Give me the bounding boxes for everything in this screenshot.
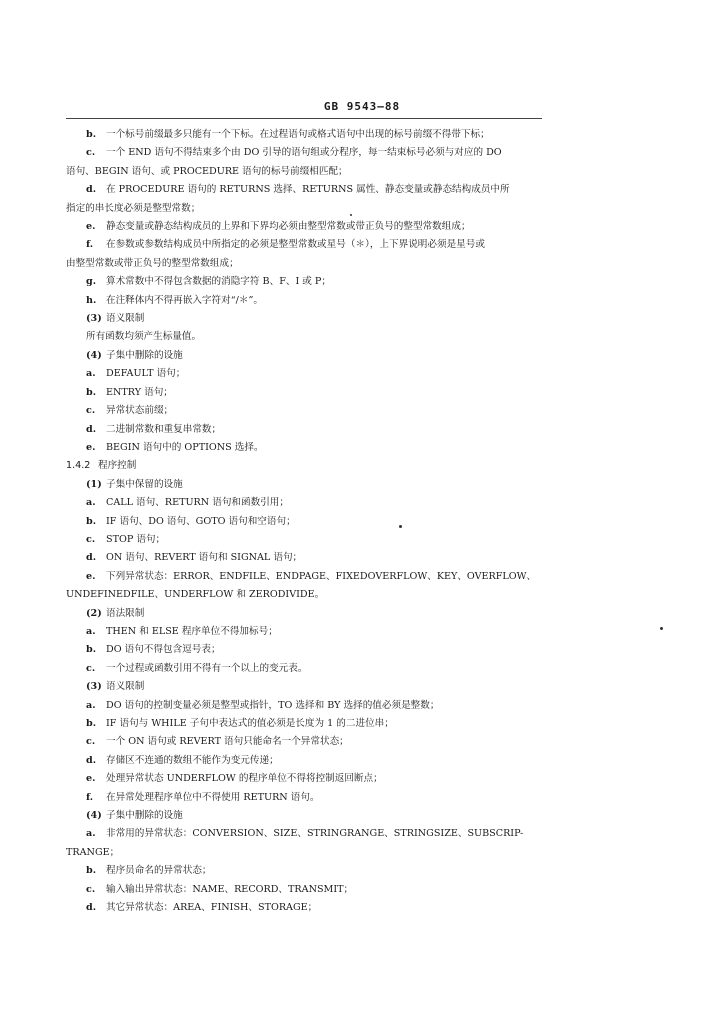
- item-marker: h.: [86, 294, 97, 306]
- list-item: [66, 292, 544, 310]
- item-text: 所有函数均须产生标量值。: [86, 331, 202, 343]
- list-item: [66, 605, 544, 623]
- item-marker: c.: [86, 736, 96, 748]
- item-marker: b.: [86, 718, 97, 729]
- list-item: [66, 641, 544, 659]
- list-item: [66, 568, 544, 586]
- list-item: [66, 807, 544, 825]
- item-text: 语法限制: [106, 607, 145, 619]
- item-text: 一个 END 语句不得结束多个由 DO 引导的语句组或分程序，每一结束标号必须与对应的 DO: [106, 147, 502, 159]
- item-text: TRANGE；: [66, 846, 120, 858]
- item-marker: d.: [86, 423, 97, 435]
- scan-speck: [399, 525, 402, 528]
- item-marker: f.: [86, 239, 94, 251]
- item-marker: g.: [86, 276, 97, 288]
- item-marker: d.: [86, 552, 97, 564]
- item-text: 在注释体内不得再嵌入字符对“/＊”。: [106, 294, 263, 306]
- item-text: 语义限制: [106, 681, 145, 693]
- item-text: 指定的串长度必须是整型常数；: [66, 202, 201, 214]
- item-marker: e.: [86, 570, 96, 582]
- item-text: 一个标号前缀最多只能有一个下标。在过程语句或格式语句中出现的标号前缀不得带下标；: [106, 129, 490, 140]
- item-marker: d.: [86, 754, 97, 766]
- list-item-continuation: [66, 200, 544, 218]
- item-text: 由整型常数或带正负号的整型常数组成；: [66, 257, 239, 269]
- item-marker: e.: [86, 441, 96, 453]
- scan-speck: [660, 627, 663, 630]
- item-text: 程序员命名的异常状态；: [106, 865, 212, 877]
- item-marker: a.: [86, 368, 96, 380]
- item-marker: b.: [86, 129, 97, 140]
- list-item: [66, 181, 544, 199]
- list-item: [66, 715, 544, 733]
- list-item: [66, 273, 544, 291]
- list-item: [66, 365, 544, 383]
- item-text: DEFAULT 语句；: [106, 368, 186, 380]
- item-marker: e.: [86, 221, 96, 233]
- list-item: [66, 825, 544, 843]
- item-text: 存储区不连通的数组不能作为变元传递；: [106, 754, 279, 766]
- item-text: 二进制常数和重复串常数；: [106, 423, 222, 435]
- item-text: 在 PROCEDURE 语句的 RETURNS 选择、RETURNS 属性、静态变量或静态结构成员中所: [106, 184, 510, 196]
- list-item: [66, 310, 544, 328]
- list-item: [66, 531, 544, 549]
- item-text: BEGIN 语句中的 OPTIONS 选择。: [106, 441, 264, 453]
- list-item: [66, 144, 544, 162]
- item-marker: 1.4.2: [66, 460, 91, 472]
- item-marker: d.: [86, 184, 97, 196]
- item-marker: (4): [86, 349, 102, 361]
- item-marker: (3): [86, 313, 102, 325]
- list-item: [66, 439, 544, 457]
- list-item: [66, 513, 544, 531]
- item-text: 下列异常状态：ERROR、ENDFILE、ENDPAGE、FIXEDOVERFLOW、KEY、OVERFLOW、: [106, 570, 537, 582]
- item-text: 异常状态前缀；: [106, 405, 174, 417]
- list-item-continuation: [66, 844, 544, 862]
- item-text: 输入输出异常状态：NAME、RECORD、TRANSMIT；: [106, 883, 354, 895]
- item-marker: c.: [86, 533, 96, 545]
- item-text: 在参数或参数结构成员中所指定的必须是整型常数或星号（＊），上下界说明必须是星号或: [106, 239, 485, 251]
- header-divider: [66, 118, 542, 119]
- item-marker: (1): [86, 478, 102, 490]
- item-text: DO 语句的控制变量必须是整型或指针，TO 选择和 BY 选择的值必须是整数；: [106, 699, 440, 711]
- scan-speck: [350, 214, 352, 216]
- section-heading: [66, 457, 544, 475]
- item-marker: (2): [86, 607, 102, 619]
- item-text: 语句、BEGIN 语句、或 PROCEDURE 语句的标号前缀相匹配；: [66, 165, 348, 177]
- list-item: [66, 402, 544, 420]
- item-text: ENTRY 语句；: [106, 386, 173, 398]
- item-marker: c.: [86, 883, 96, 895]
- item-text: 算术常数中不得包含数据的消隐字符 B、F、I 或 P；: [106, 276, 331, 288]
- list-item-continuation: [66, 328, 544, 346]
- list-item: [66, 549, 544, 567]
- item-text: 一个 ON 语句或 REVERT 语句只能命名一个异常状态；: [106, 736, 349, 748]
- item-marker: b.: [86, 386, 97, 398]
- item-text: IF 语句、DO 语句、GOTO 语句和空语句；: [106, 515, 296, 527]
- item-marker: a.: [86, 625, 96, 637]
- item-marker: b.: [86, 865, 97, 877]
- item-text: ON 语句、REVERT 语句和 SIGNAL 语句；: [106, 552, 303, 564]
- list-item: [66, 218, 544, 236]
- list-item: [66, 899, 544, 917]
- list-item-continuation: [66, 586, 544, 604]
- item-text: 程序控制: [98, 460, 137, 472]
- item-marker: (3): [86, 681, 102, 693]
- item-text: STOP 语句；: [106, 533, 166, 545]
- list-item-continuation: [66, 255, 544, 273]
- item-text: 子集中保留的设施: [106, 478, 183, 490]
- item-text: DO 语句不得包含逗号表；: [106, 644, 221, 656]
- list-item: [66, 697, 544, 715]
- item-text: IF 语句与 WHILE 子句中表达式的值必须是长度为 1 的二进位串；: [106, 718, 394, 729]
- list-item: [66, 752, 544, 770]
- item-text: 一个过程或函数引用不得有一个以上的变元表。: [106, 662, 308, 674]
- item-text: 语义限制: [106, 313, 145, 325]
- item-marker: a.: [86, 828, 96, 840]
- list-item: [66, 770, 544, 788]
- list-item: [66, 384, 544, 402]
- list-item: [66, 733, 544, 751]
- list-item: [66, 881, 544, 899]
- list-item: [66, 862, 544, 880]
- item-text: 静态变量或静态结构成员的上界和下界均必须由整型常数或带正负号的整型常数组成；: [106, 221, 471, 233]
- list-item: [66, 476, 544, 494]
- item-text: 子集中删除的设施: [106, 349, 183, 361]
- item-marker: (4): [86, 810, 102, 822]
- item-text: CALL 语句、RETURN 语句和函数引用；: [106, 497, 289, 509]
- item-marker: c.: [86, 662, 96, 674]
- item-text: THEN 和 ELSE 程序单位不得加标号；: [106, 625, 278, 637]
- item-text: 处理异常状态 UNDERFLOW 的程序单位不得将控制返回断点；: [106, 773, 383, 785]
- list-item: [66, 494, 544, 512]
- list-item: [66, 421, 544, 439]
- page-header: GB 9543—88: [323, 100, 401, 113]
- item-marker: b.: [86, 515, 97, 527]
- item-marker: e.: [86, 773, 96, 785]
- item-text: UNDEFINEDFILE、UNDERFLOW 和 ZERODIVIDE。: [66, 589, 325, 601]
- item-marker: b.: [86, 644, 97, 656]
- item-marker: a.: [86, 497, 96, 509]
- list-item: [66, 623, 544, 641]
- item-marker: f.: [86, 791, 94, 803]
- document-body: [66, 126, 544, 917]
- item-text: 在异常处理程序单位中不得使用 RETURN 语句。: [106, 791, 320, 803]
- list-item: [66, 678, 544, 696]
- list-item: [66, 347, 544, 365]
- item-marker: c.: [86, 405, 96, 417]
- list-item-continuation: [66, 163, 544, 181]
- item-marker: a.: [86, 699, 96, 711]
- item-text: 非常用的异常状态：CONVERSION、SIZE、STRINGRANGE、STRINGSIZE、SUBSCRIP-: [106, 828, 524, 840]
- item-marker: c.: [86, 147, 96, 159]
- item-text: 其它异常状态：AREA、FINISH、STORAGE；: [106, 902, 318, 914]
- list-item: [66, 660, 544, 678]
- list-item: [66, 789, 544, 807]
- list-item: [66, 236, 544, 254]
- item-marker: d.: [86, 902, 97, 914]
- item-text: 子集中删除的设施: [106, 810, 183, 822]
- list-item: [66, 126, 544, 144]
